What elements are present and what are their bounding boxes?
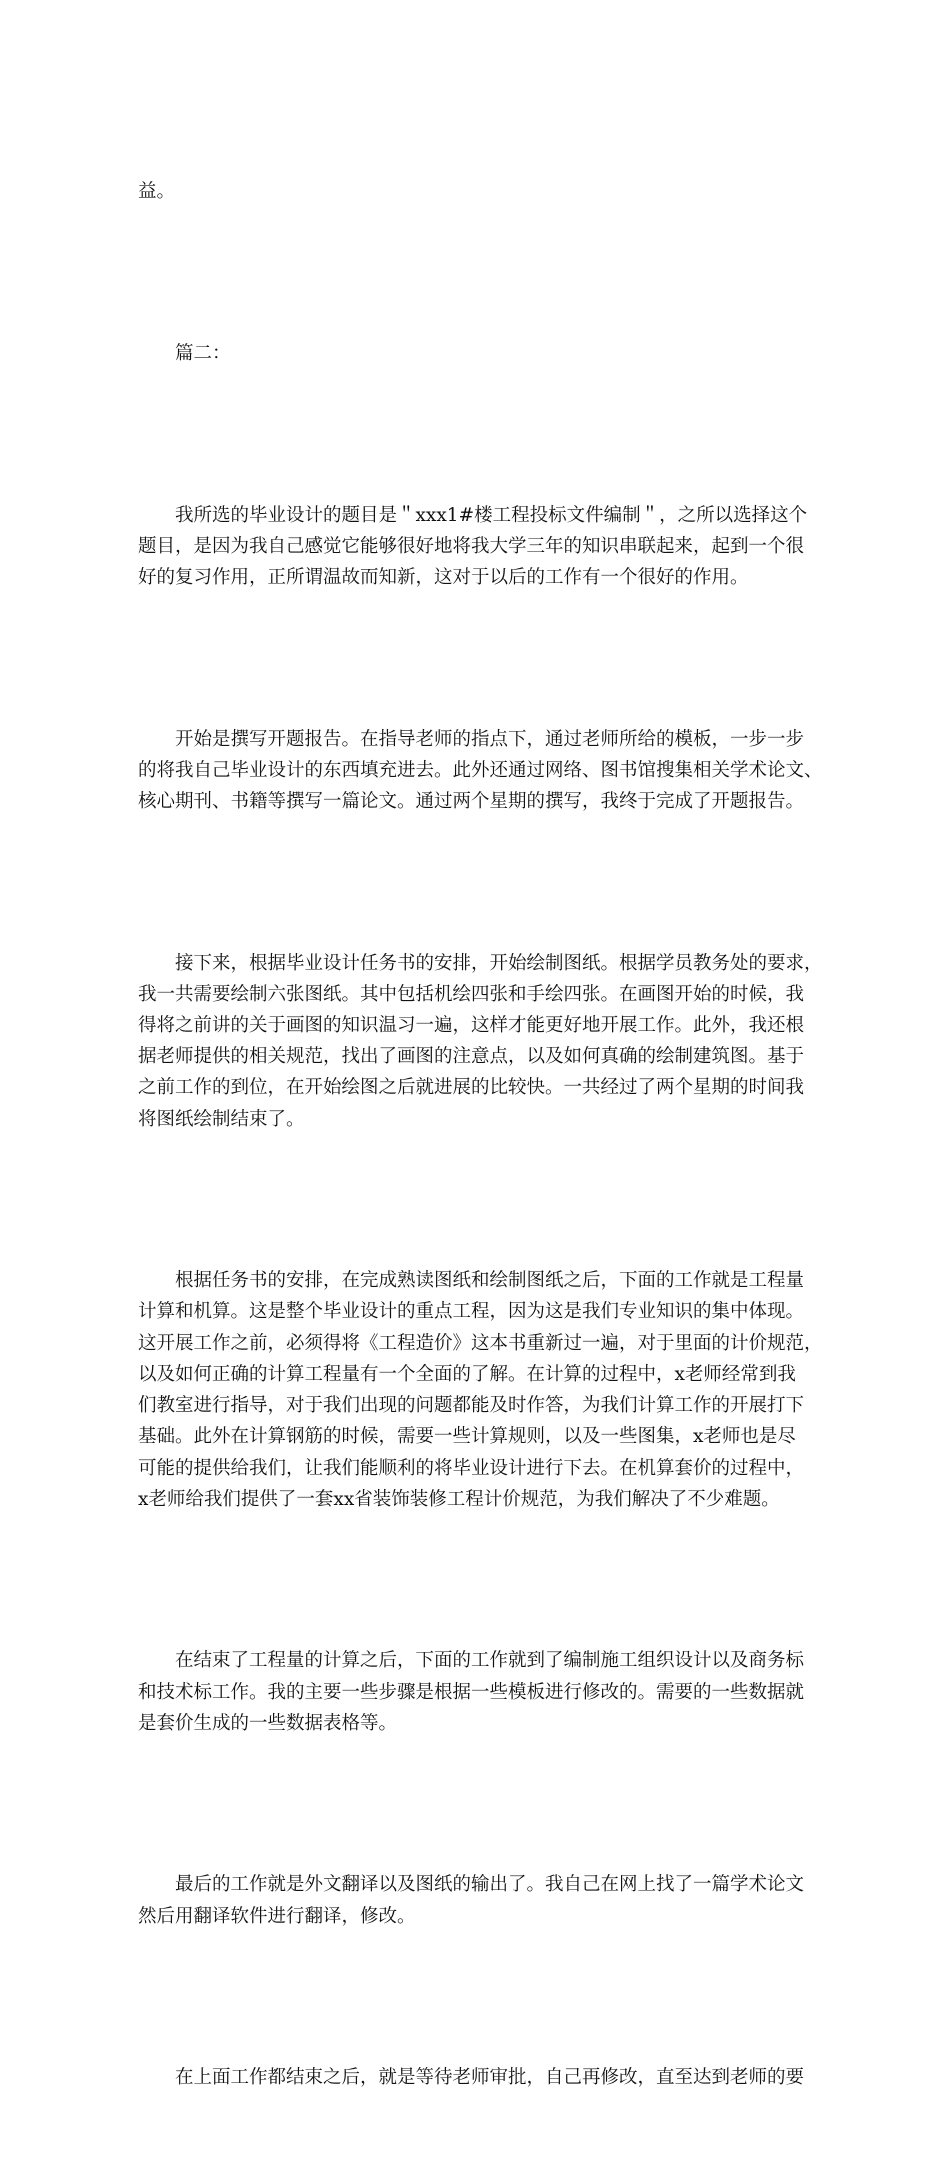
- text-line: 我所选的毕业设计的题目是＂xxx1#楼工程投标文件编制＂，之所以选择这个: [175, 504, 808, 526]
- paragraph: [138, 1583, 828, 1801]
- text-line: x老师给我们提供了一套xx省装饰装修工程计价规范，为我们解决了不少难题。: [138, 1488, 780, 1510]
- text-line: 题目，是因为我自己感觉它能够很好地将我大学三年的知识串联起来，起到一个很: [138, 535, 805, 557]
- text-line: 是套价生成的一些数据表格等。: [138, 1712, 398, 1734]
- text-line: 和技术标工作。我的主要一些步骤是根据一些模板进行修改的。需要的一些数据就: [138, 1681, 805, 1703]
- text-line: 接下来，根据毕业设计任务书的安排，开始绘制图纸。根据学员教务处的要求，: [175, 952, 823, 974]
- document-body: [138, 114, 828, 2161]
- text-line: 最后的工作就是外文翻译以及图纸的输出了。我自己在网上找了一篇学术论文: [175, 1874, 805, 1896]
- text-line: 根据任务书的安排，在完成熟读图纸和绘制图纸之后，下面的工作就是工程量: [175, 1270, 805, 1292]
- text-line: 得将之前讲的关于画图的知识温习一遍，这样才能更好地开展工作。此外，我还根: [138, 1015, 805, 1037]
- text-line: 核心期刊、书籍等撰写一篇论文。通过两个星期的撰写，我终于完成了开题报告。: [138, 791, 805, 813]
- text-line: 之前工作的到位，在开始绘图之后就进展的比较快。一共经过了两个星期的时间我: [138, 1077, 805, 1099]
- text-line: 以及如何正确的计算工程量有一个全面的了解。在计算的过程中，x老师经常到我: [138, 1363, 796, 1385]
- text-line: 好的复习作用，正所谓温故而知新，这对于以后的工作有一个很好的作用。: [138, 567, 749, 589]
- text-line: 在上面工作都结束之后，就是等待老师审批，自己再修改，直至达到老师的要: [175, 2067, 805, 2089]
- text-line: 篇二：: [175, 343, 231, 365]
- text-line: 们教室进行指导，对于我们出现的问题都能及时作答，为我们计算工作的开展打下: [138, 1395, 805, 1417]
- paragraph: [138, 2000, 828, 2156]
- text-line: 我一共需要绘制六张图纸。其中包括机绘四张和手绘四张。在画图开始的时候，我: [138, 983, 805, 1005]
- text-line: 在结束了工程量的计算之后，下面的工作就到了编制施工组织设计以及商务标: [175, 1650, 805, 1672]
- text-line: 可能的提供给我们，让我们能顺利的将毕业设计进行下去。在机算套价的过程中，: [138, 1457, 805, 1479]
- text-line: 开始是撰写开题报告。在指导老师的指点下，通过老师所给的模板，一步一步: [175, 728, 805, 750]
- text-line: 益。: [138, 181, 176, 203]
- section-heading: [138, 276, 828, 432]
- paragraph: [138, 1203, 828, 1577]
- text-line: 据老师提供的相关规范，找出了画图的注意点，以及如何真确的绘制建筑图。基于: [138, 1046, 805, 1068]
- text-line: 将图纸绘制结束了。: [138, 1108, 305, 1130]
- paragraph: [138, 437, 828, 655]
- text-line: 这开展工作之前，必须得将《工程造价》这本书重新过一遍，对于里面的计价规范，: [138, 1332, 823, 1354]
- paragraph-continuation: [138, 114, 828, 270]
- text-line: 然后用翻译软件进行翻译，修改。: [138, 1905, 416, 1927]
- paragraph: [138, 885, 828, 1197]
- text-line: 计算和机算。这是整个毕业设计的重点工程，因为这是我们专业知识的集中体现。: [138, 1301, 805, 1323]
- paragraph: [138, 661, 828, 879]
- paragraph: [138, 1807, 828, 1994]
- text-line: 基础。此外在计算钢筋的时候，需要一些计算规则，以及一些图集，x老师也是尽: [138, 1426, 796, 1448]
- text-line: 的将我自己毕业设计的东西填充进去。此外还通过网络、图书馆搜集相关学术论文、: [138, 759, 823, 781]
